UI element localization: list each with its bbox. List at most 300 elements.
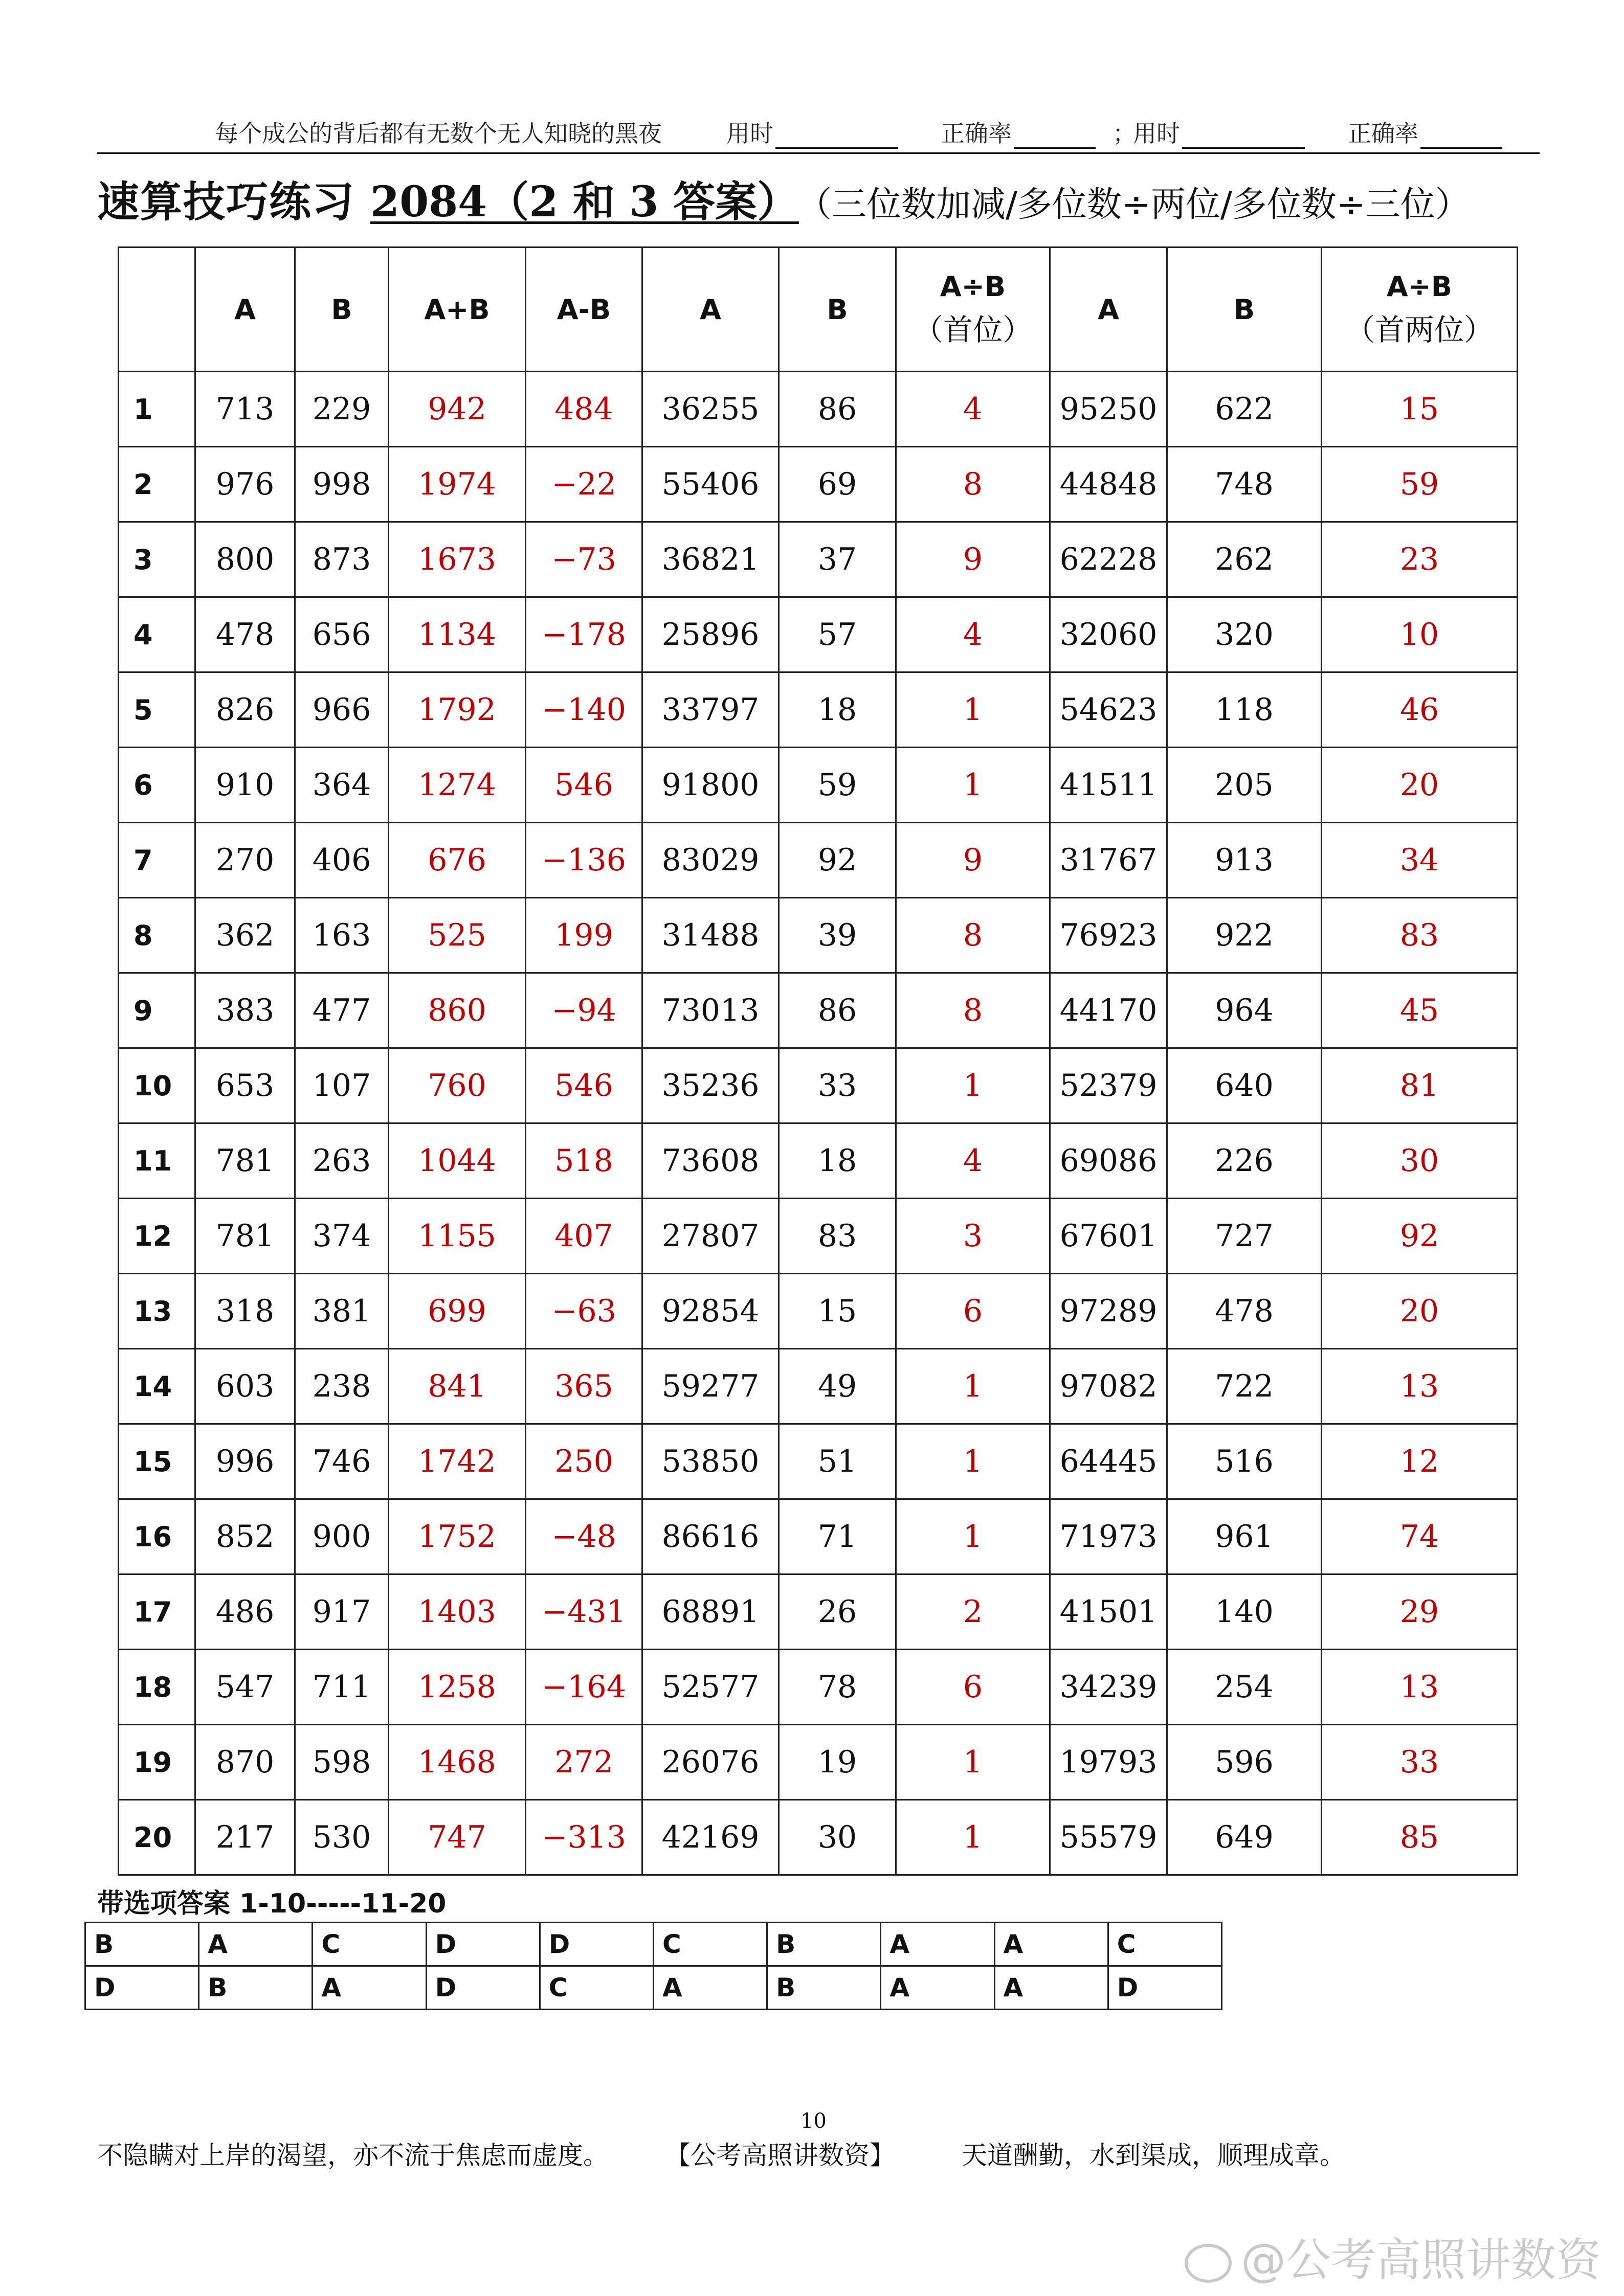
answer-cell: 29 <box>1322 1574 1518 1650</box>
value-cell: 36255 <box>642 372 779 447</box>
value-cell: 67601 <box>1050 1199 1167 1274</box>
value-cell: 31488 <box>642 898 779 973</box>
header-cell <box>295 247 389 372</box>
answer-cell: 2 <box>896 1574 1050 1650</box>
row-number: 2 <box>119 447 195 522</box>
value-cell: 92854 <box>642 1274 779 1349</box>
value-cell: 69 <box>779 447 896 522</box>
accuracy-label-2: 正确率 <box>1348 120 1418 147</box>
answer-cell: 9 <box>896 522 1050 597</box>
value-cell: 41501 <box>1050 1574 1167 1650</box>
header-label: B <box>827 293 848 326</box>
answer-cell: 1 <box>896 1424 1050 1499</box>
answer-cell: 8 <box>896 898 1050 973</box>
header-separator: ； <box>1113 120 1136 147</box>
answer-cell: 1673 <box>389 522 526 597</box>
answer-cell: 23 <box>1322 522 1518 597</box>
value-cell: 32060 <box>1050 597 1167 672</box>
answer-cell: 8 <box>896 973 1050 1048</box>
table-row <box>119 672 1518 748</box>
table-row <box>119 1725 1518 1800</box>
value-cell: 486 <box>195 1574 295 1650</box>
row-number: 5 <box>119 672 195 748</box>
option-cell: A <box>653 1966 767 2010</box>
header-label: A <box>234 293 256 326</box>
answer-cell: 20 <box>1322 748 1518 823</box>
value-cell: 781 <box>195 1123 295 1199</box>
answer-cell: 365 <box>526 1349 642 1424</box>
value-cell: 998 <box>295 447 389 522</box>
answer-cell: 13 <box>1322 1349 1518 1424</box>
value-cell: 318 <box>195 1274 295 1349</box>
answer-cell: 30 <box>1322 1123 1518 1199</box>
value-cell: 374 <box>295 1199 389 1274</box>
value-cell: 364 <box>295 748 389 823</box>
answer-cell: 45 <box>1322 973 1518 1048</box>
answer-cell: 1 <box>896 1499 1050 1574</box>
time-blank-1 <box>775 127 898 149</box>
answer-cell: 1468 <box>389 1725 526 1800</box>
answer-cell: 15 <box>1322 372 1518 447</box>
row-number: 4 <box>119 597 195 672</box>
answer-cell: 1974 <box>389 447 526 522</box>
value-cell: 163 <box>295 898 389 973</box>
value-cell: 107 <box>295 1048 389 1123</box>
value-cell: 97082 <box>1050 1349 1167 1424</box>
value-cell: 95250 <box>1050 372 1167 447</box>
value-cell: 713 <box>195 372 295 447</box>
value-cell: 86 <box>779 973 896 1048</box>
value-cell: 97289 <box>1050 1274 1167 1349</box>
answer-cell: 272 <box>526 1725 642 1800</box>
value-cell: 55579 <box>1050 1800 1167 1875</box>
option-cell: D <box>426 1966 540 2010</box>
value-cell: 44848 <box>1050 447 1167 522</box>
time-field-1 <box>726 115 898 149</box>
value-cell: 31767 <box>1050 823 1167 898</box>
option-cell: B <box>767 1966 881 2010</box>
value-cell: 781 <box>195 1199 295 1274</box>
value-cell: 71 <box>779 1499 896 1574</box>
value-cell: 118 <box>1167 672 1322 748</box>
row-number: 19 <box>119 1725 195 1800</box>
value-cell: 383 <box>195 973 295 1048</box>
value-cell: 917 <box>295 1574 389 1650</box>
value-cell: 140 <box>1167 1574 1322 1650</box>
row-number: 9 <box>119 973 195 1048</box>
options-row <box>85 1923 1222 1966</box>
value-cell: 320 <box>1167 597 1322 672</box>
answer-cell: 1155 <box>389 1199 526 1274</box>
value-cell: 966 <box>295 672 389 748</box>
weibo-icon <box>1185 2244 1232 2283</box>
value-cell: 596 <box>1167 1725 1322 1800</box>
header-label: B <box>331 293 352 326</box>
value-cell: 42169 <box>642 1800 779 1875</box>
table-row <box>119 823 1518 898</box>
row-number: 8 <box>119 898 195 973</box>
table-row <box>119 1048 1518 1123</box>
page-number: 10 <box>800 2109 827 2133</box>
options-label: 带选项答案 1-10-----11-20 <box>97 1888 447 1919</box>
accuracy-blank-2 <box>1420 127 1502 149</box>
answer-cell: 525 <box>389 898 526 973</box>
answer-cell: 6 <box>896 1274 1050 1349</box>
title-main: 速算技巧练习 <box>97 178 355 227</box>
value-cell: 36821 <box>642 522 779 597</box>
value-cell: 53850 <box>642 1424 779 1499</box>
watermark-text: @公考高照讲数资 <box>1240 2234 1601 2286</box>
value-cell: 37 <box>779 522 896 597</box>
header-label: A <box>700 293 721 326</box>
answer-cell: 9 <box>896 823 1050 898</box>
row-number: 13 <box>119 1274 195 1349</box>
value-cell: 25896 <box>642 597 779 672</box>
value-cell: 748 <box>1167 447 1322 522</box>
row-number: 16 <box>119 1499 195 1574</box>
answer-cell: 1 <box>896 1349 1050 1424</box>
value-cell: 381 <box>295 1274 389 1349</box>
time-label-1: 用时 <box>726 120 773 147</box>
answer-cell: 250 <box>526 1424 642 1499</box>
table-row <box>119 1274 1518 1349</box>
value-cell: 516 <box>1167 1424 1322 1499</box>
footer-left: 不隐瞒对上岸的渴望，亦不流于焦虑而虚度。 <box>97 2141 609 2170</box>
title-subtitle: （三位数加减/多位数÷两位/多位数÷三位） <box>814 185 1470 225</box>
accuracy-field-1 <box>941 115 1096 149</box>
page-title <box>97 169 1470 225</box>
row-number: 10 <box>119 1048 195 1123</box>
table-row <box>119 973 1518 1048</box>
option-cell: A <box>313 1966 426 2010</box>
value-cell: 57 <box>779 597 896 672</box>
answer-cell: 760 <box>389 1048 526 1123</box>
page-header <box>97 115 1540 152</box>
header-label: A÷B <box>1386 270 1453 303</box>
value-cell: 54623 <box>1050 672 1167 748</box>
table-row <box>119 1800 1518 1875</box>
answer-cell: 92 <box>1322 1199 1518 1274</box>
table-row <box>119 522 1518 597</box>
answer-cell: 81 <box>1322 1048 1518 1123</box>
value-cell: 900 <box>295 1499 389 1574</box>
row-number: 18 <box>119 1650 195 1725</box>
value-cell: 477 <box>295 973 389 1048</box>
value-cell: 49 <box>779 1349 896 1424</box>
value-cell: 913 <box>1167 823 1322 898</box>
option-cell: B <box>199 1966 313 2010</box>
header-cell <box>526 247 642 372</box>
value-cell: 263 <box>295 1123 389 1199</box>
value-cell: 996 <box>195 1424 295 1499</box>
value-cell: 64445 <box>1050 1424 1167 1499</box>
footer-brand: 【公考高照讲数资】 <box>665 2141 895 2170</box>
answer-cell: −313 <box>526 1800 642 1875</box>
value-cell: 26 <box>779 1574 896 1650</box>
table-row <box>119 748 1518 823</box>
value-cell: 852 <box>195 1499 295 1574</box>
answer-cell: 546 <box>526 1048 642 1123</box>
row-number: 1 <box>119 372 195 447</box>
time-field-2 <box>1133 115 1305 149</box>
table-row <box>119 1574 1518 1650</box>
value-cell: 270 <box>195 823 295 898</box>
value-cell: 52379 <box>1050 1048 1167 1123</box>
answer-cell: 33 <box>1322 1725 1518 1800</box>
answer-cell: 841 <box>389 1349 526 1424</box>
table-row <box>119 447 1518 522</box>
answer-cell: 83 <box>1322 898 1518 973</box>
header-sublabel: （首两位） <box>1345 312 1494 347</box>
value-cell: 33797 <box>642 672 779 748</box>
option-cell: C <box>540 1966 653 2010</box>
value-cell: 69086 <box>1050 1123 1167 1199</box>
value-cell: 71973 <box>1050 1499 1167 1574</box>
header-label: A-B <box>557 293 611 326</box>
options-row <box>85 1966 1222 2010</box>
option-cell: D <box>540 1923 653 1966</box>
value-cell: 362 <box>195 898 295 973</box>
answer-cell: 4 <box>896 597 1050 672</box>
value-cell: 39 <box>779 898 896 973</box>
answer-cell: 6 <box>896 1650 1050 1725</box>
header-label: A+B <box>424 293 490 326</box>
page-footer <box>97 2135 1540 2176</box>
answer-cell: 3 <box>896 1199 1050 1274</box>
value-cell: 83 <box>779 1199 896 1274</box>
answer-cell: −136 <box>526 823 642 898</box>
value-cell: 73608 <box>642 1123 779 1199</box>
answer-cell: 747 <box>389 1800 526 1875</box>
answer-cell: −73 <box>526 522 642 597</box>
value-cell: 92 <box>779 823 896 898</box>
title-code: 2084（2 和 3 答案） <box>370 177 799 227</box>
value-cell: 547 <box>195 1650 295 1725</box>
header-cell <box>1167 247 1322 372</box>
value-cell: 238 <box>295 1349 389 1424</box>
table-header-row <box>119 247 1518 372</box>
answer-cell: 85 <box>1322 1800 1518 1875</box>
value-cell: 226 <box>1167 1123 1322 1199</box>
answer-cell: 12 <box>1322 1424 1518 1499</box>
value-cell: 478 <box>1167 1274 1322 1349</box>
answer-cell: −140 <box>526 672 642 748</box>
header-label: A÷B <box>940 270 1006 303</box>
option-cell: D <box>85 1966 199 2010</box>
row-number: 14 <box>119 1349 195 1424</box>
value-cell: 722 <box>1167 1349 1322 1424</box>
value-cell: 68891 <box>642 1574 779 1650</box>
row-number: 7 <box>119 823 195 898</box>
table-row <box>119 597 1518 672</box>
option-cell: A <box>994 1966 1108 2010</box>
value-cell: 603 <box>195 1349 295 1424</box>
value-cell: 15 <box>779 1274 896 1349</box>
value-cell: 961 <box>1167 1499 1322 1574</box>
answer-cell: −94 <box>526 973 642 1048</box>
answer-cell: −164 <box>526 1650 642 1725</box>
options-table <box>84 1922 1222 2010</box>
value-cell: 27807 <box>642 1199 779 1274</box>
option-cell: A <box>881 1966 994 2010</box>
answer-cell: 74 <box>1322 1499 1518 1574</box>
header-rule <box>97 152 1540 154</box>
value-cell: 34239 <box>1050 1650 1167 1725</box>
header-label: B <box>1233 293 1255 326</box>
value-cell: 656 <box>295 597 389 672</box>
row-number: 3 <box>119 522 195 597</box>
answer-cell: 13 <box>1322 1650 1518 1725</box>
value-cell: 727 <box>1167 1199 1322 1274</box>
row-number: 6 <box>119 748 195 823</box>
value-cell: 922 <box>1167 898 1322 973</box>
table-row <box>119 898 1518 973</box>
value-cell: 59277 <box>642 1349 779 1424</box>
option-cell: C <box>313 1923 426 1966</box>
header-cell <box>779 247 896 372</box>
answer-cell: 1 <box>896 748 1050 823</box>
answer-cell: 1792 <box>389 672 526 748</box>
header-sublabel: （首位） <box>913 312 1032 347</box>
value-cell: 622 <box>1167 372 1322 447</box>
header-cell <box>642 247 779 372</box>
row-number: 11 <box>119 1123 195 1199</box>
table-row <box>119 1123 1518 1199</box>
answer-cell: 1258 <box>389 1650 526 1725</box>
option-cell: A <box>881 1923 994 1966</box>
value-cell: 653 <box>195 1048 295 1123</box>
option-cell: A <box>994 1923 1108 1966</box>
table-row <box>119 1499 1518 1574</box>
option-cell: D <box>1108 1966 1221 2010</box>
option-cell: D <box>426 1923 540 1966</box>
value-cell: 19793 <box>1050 1725 1167 1800</box>
answer-cell: 1044 <box>389 1123 526 1199</box>
header-cell <box>195 247 295 372</box>
option-cell: A <box>199 1923 313 1966</box>
row-number: 12 <box>119 1199 195 1274</box>
answer-cell: 59 <box>1322 447 1518 522</box>
answer-cell: 699 <box>389 1274 526 1349</box>
row-number: 17 <box>119 1574 195 1650</box>
row-number: 20 <box>119 1800 195 1875</box>
value-cell: 33 <box>779 1048 896 1123</box>
accuracy-blank-1 <box>1014 127 1096 149</box>
answer-cell: 4 <box>896 372 1050 447</box>
value-cell: 35236 <box>642 1048 779 1123</box>
value-cell: 217 <box>195 1800 295 1875</box>
value-cell: 18 <box>779 672 896 748</box>
header-cell <box>896 247 1050 372</box>
value-cell: 18 <box>779 1123 896 1199</box>
watermark <box>1185 2224 1601 2289</box>
value-cell: 76923 <box>1050 898 1167 973</box>
option-cell: B <box>767 1923 881 1966</box>
option-cell: C <box>1108 1923 1221 1966</box>
value-cell: 41511 <box>1050 748 1167 823</box>
value-cell: 254 <box>1167 1650 1322 1725</box>
value-cell: 910 <box>195 748 295 823</box>
answer-cell: 1274 <box>389 748 526 823</box>
table-row <box>119 1650 1518 1725</box>
answer-cell: 8 <box>896 447 1050 522</box>
value-cell: 873 <box>295 522 389 597</box>
value-cell: 530 <box>295 1800 389 1875</box>
answer-cell: 46 <box>1322 672 1518 748</box>
header-cell <box>1050 247 1167 372</box>
header-cell <box>389 247 526 372</box>
answer-cell: 676 <box>389 823 526 898</box>
table-row <box>119 1199 1518 1274</box>
value-cell: 406 <box>295 823 389 898</box>
value-cell: 262 <box>1167 522 1322 597</box>
value-cell: 826 <box>195 672 295 748</box>
answer-cell: 1 <box>896 1800 1050 1875</box>
value-cell: 964 <box>1167 973 1322 1048</box>
value-cell: 640 <box>1167 1048 1322 1123</box>
value-cell: 205 <box>1167 748 1322 823</box>
answer-cell: 1 <box>896 1725 1050 1800</box>
value-cell: 800 <box>195 522 295 597</box>
header-motto: 每个成公的背后都有无数个无人知晓的黑夜 <box>215 120 662 147</box>
table-row <box>119 372 1518 447</box>
answer-cell: 10 <box>1322 597 1518 672</box>
value-cell: 52577 <box>642 1650 779 1725</box>
answer-cell: −178 <box>526 597 642 672</box>
answer-cell: 1752 <box>389 1499 526 1574</box>
table-row <box>119 1349 1518 1424</box>
value-cell: 59 <box>779 748 896 823</box>
value-cell: 870 <box>195 1725 295 1800</box>
answer-cell: −48 <box>526 1499 642 1574</box>
answer-cell: 1 <box>896 672 1050 748</box>
value-cell: 711 <box>295 1650 389 1725</box>
answer-cell: 4 <box>896 1123 1050 1199</box>
accuracy-label-1: 正确率 <box>941 120 1012 147</box>
header-label: A <box>1098 293 1119 326</box>
value-cell: 44170 <box>1050 973 1167 1048</box>
answer-cell: 1403 <box>389 1574 526 1650</box>
value-cell: 55406 <box>642 447 779 522</box>
answer-cell: −431 <box>526 1574 642 1650</box>
option-cell: C <box>653 1923 767 1966</box>
value-cell: 26076 <box>642 1725 779 1800</box>
value-cell: 19 <box>779 1725 896 1800</box>
answer-cell: 34 <box>1322 823 1518 898</box>
answer-cell: 199 <box>526 898 642 973</box>
answer-cell: 407 <box>526 1199 642 1274</box>
answer-cell: 518 <box>526 1123 642 1199</box>
accuracy-field-2 <box>1348 115 1502 149</box>
time-blank-2 <box>1182 127 1305 149</box>
value-cell: 229 <box>295 372 389 447</box>
value-cell: 598 <box>295 1725 389 1800</box>
header-cell <box>119 247 195 372</box>
answer-cell: 20 <box>1322 1274 1518 1349</box>
answer-cell: 546 <box>526 748 642 823</box>
value-cell: 478 <box>195 597 295 672</box>
answer-table <box>118 246 1518 1876</box>
table-row <box>119 1424 1518 1499</box>
value-cell: 976 <box>195 447 295 522</box>
answer-cell: −63 <box>526 1274 642 1349</box>
value-cell: 51 <box>779 1424 896 1499</box>
value-cell: 86 <box>779 372 896 447</box>
value-cell: 62228 <box>1050 522 1167 597</box>
option-cell: B <box>85 1923 199 1966</box>
answer-cell: 1742 <box>389 1424 526 1499</box>
answer-cell: −22 <box>526 447 642 522</box>
